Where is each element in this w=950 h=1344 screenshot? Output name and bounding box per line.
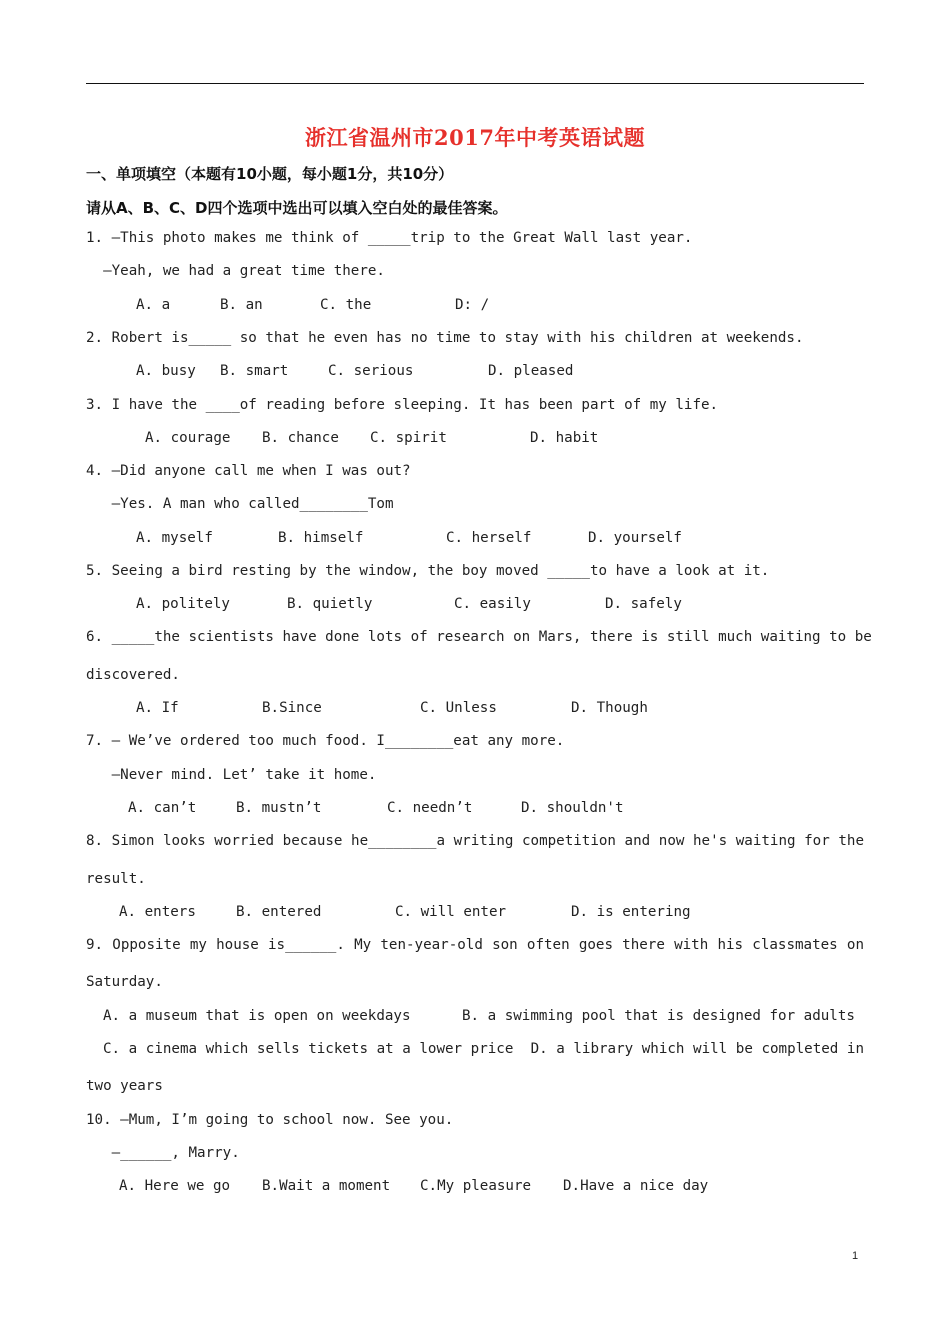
question-text: —Yes. A man who called________Tom <box>86 496 394 512</box>
option-b: B. entered <box>236 904 322 920</box>
page-number: 1 <box>852 1250 859 1262</box>
question-text: —Yeah, we had a great time there. <box>86 263 385 279</box>
question-text: 8. Simon looks worried because he________a writing competition and now he's waiting for the <box>86 833 864 849</box>
option-b: B.Wait a moment <box>262 1178 391 1194</box>
option-c: C. serious <box>328 363 414 379</box>
question-text: 2. Robert is_____ so that he even has no time to stay with his children at weekends. <box>86 330 804 346</box>
exam-title: 浙江省温州市2017年中考英语试题 <box>305 125 645 150</box>
option-d: D: / <box>455 297 490 313</box>
question-text: 9. Opposite my house is______. My ten-year-old son often goes there with his classmates on <box>86 937 864 953</box>
option-a: A. myself <box>136 530 213 546</box>
question-text: 7. — We’ve ordered too much food. I________eat any more. <box>86 733 565 749</box>
option-b: B. himself <box>278 530 364 546</box>
question-text: 4. —Did anyone call me when I was out? <box>86 463 411 479</box>
question-text: —Never mind. Let’ take it home. <box>86 767 377 783</box>
question-text: discovered. <box>86 667 180 683</box>
option-d: D. habit <box>530 430 599 446</box>
option-c: C. needn’t <box>387 800 473 816</box>
question-text: 3. I have the ____of reading before sleeping. It has been part of my life. <box>86 397 719 413</box>
option-a: A. can’t <box>128 800 197 816</box>
section-heading: 一、单项填空（本题有10小题，每小题1分，共10分） <box>86 165 454 183</box>
option-c-d: C. a cinema which sells tickets at a lower price D. a library which will be completed in <box>103 1041 864 1057</box>
option-b: B. chance <box>262 430 339 446</box>
question-text: result. <box>86 871 146 887</box>
header-rule <box>86 83 864 84</box>
option-a: A. busy <box>136 363 196 379</box>
question-text: 5. Seeing a bird resting by the window, the boy moved _____to have a look at it. <box>86 563 770 579</box>
option-b: B. an <box>220 297 263 313</box>
option-b: B.Since <box>262 700 322 716</box>
option-c: C. the <box>320 297 372 313</box>
question-text: 10. —Mum, I’m going to school now. See you. <box>86 1112 454 1128</box>
option-a: A. enters <box>119 904 196 920</box>
option-c: C. will enter <box>395 904 507 920</box>
option-d: D. Though <box>571 700 648 716</box>
option-b: B. quietly <box>287 596 373 612</box>
option-c: C. herself <box>446 530 532 546</box>
option-d: D. is entering <box>571 904 691 920</box>
option-a: A. a <box>136 297 171 313</box>
option-c: C.My pleasure <box>420 1178 532 1194</box>
option-d: D. pleased <box>488 363 574 379</box>
question-text: —______, Marry. <box>86 1145 240 1161</box>
option-c: C. spirit <box>370 430 447 446</box>
question-text: Saturday. <box>86 974 163 990</box>
option-a: A. politely <box>136 596 230 612</box>
option-d-continued: two years <box>86 1078 163 1094</box>
option-d: D. yourself <box>588 530 682 546</box>
option-a: A. If <box>136 700 179 716</box>
option-b: B. a swimming pool that is designed for adults <box>462 1008 855 1024</box>
question-text: 1. —This photo makes me think of _____trip to the Great Wall last year. <box>86 230 693 246</box>
option-a: A. courage <box>145 430 231 446</box>
option-a: A. a museum that is open on weekdays <box>103 1008 411 1024</box>
option-a: A. Here we go <box>119 1178 231 1194</box>
option-c: C. easily <box>454 596 531 612</box>
option-b: B. smart <box>220 363 289 379</box>
option-d: D. shouldn't <box>521 800 624 816</box>
option-d: D.Have a nice day <box>563 1178 709 1194</box>
question-text: 6. _____the scientists have done lots of research on Mars, there is still much waiting to be <box>86 629 872 645</box>
option-d: D. safely <box>605 596 682 612</box>
option-b: B. mustn’t <box>236 800 322 816</box>
option-c: C. Unless <box>420 700 497 716</box>
instruction-text: 请从A、B、C、D四个选项中选出可以填入空白处的最佳答案。 <box>86 199 508 217</box>
